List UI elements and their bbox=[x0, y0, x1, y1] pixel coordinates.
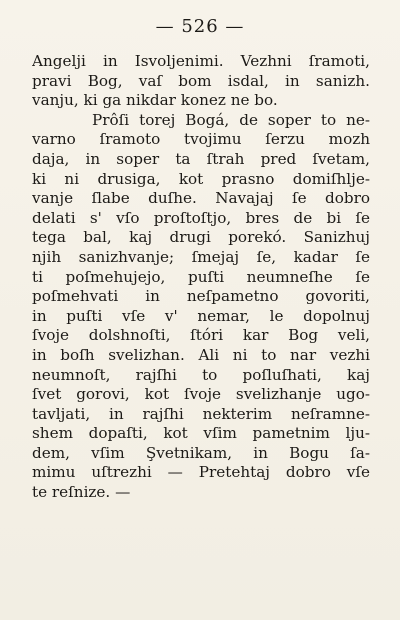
body-text bbox=[32, 52, 370, 503]
text-line: tavljati, in rajſhi nekterim neſramne- bbox=[32, 404, 370, 423]
text-line: vanje ſlabe duſhe. Navajaj ſe dobro bbox=[32, 189, 370, 208]
text-line: te reſnize. — bbox=[32, 483, 131, 502]
text-line: Angelji in Isvoljenimi. Vezhni ſramoti, bbox=[32, 52, 370, 70]
paragraph-start-line: Prôſi torej Bogá, de soper to ne- bbox=[92, 110, 370, 129]
text-line: ti poſmehujejo, puſti neumneſhe ſe bbox=[32, 267, 370, 286]
text-line: pravi Bog, vaſ bom isdal, in sanizh. bbox=[32, 71, 370, 90]
text-line: delati s' vſo proſtoſtjo, bres de bi ſe bbox=[32, 208, 370, 227]
text-line: mimu uſtrezhi — Pretehtaj dobro vſe bbox=[32, 463, 370, 482]
text-line: shem dopaſti, kot vſim pametnim lju- bbox=[32, 424, 370, 443]
text-line: daja, in soper ta ſtrah pred ſvetam, bbox=[32, 149, 370, 168]
text-line: tega bal, kaj drugi porekó. Sanizhuj bbox=[32, 228, 370, 247]
text-line: in puſti vſe v' nemar, le dopolnuj bbox=[32, 306, 370, 325]
text-line: ſvoje dolshnoſti, ſtóri kar Bog veli, bbox=[32, 326, 370, 345]
text-line: in boſh svelizhan. Ali ni to nar vezhi bbox=[32, 345, 370, 364]
text-line: vanju, ki ga nikdar konez ne bo. bbox=[32, 91, 278, 110]
text-line: njih sanizhvanje; ſmejaj ſe, kadar ſe bbox=[32, 247, 370, 266]
text-line: ſvet gorovi, kot ſvoje svelizhanje ugo- bbox=[32, 385, 370, 404]
text-line: neumnoſt, rajſhi to poſluſhati, kaj bbox=[32, 365, 370, 384]
text-line: poſmehvati in neſpametno govoriti, bbox=[32, 287, 370, 306]
text-line: dem, vſim Şvetnikam, in Bogu ſa- bbox=[32, 443, 370, 462]
text-line: ki ni drusiga, kot prasno domiſhlje- bbox=[32, 169, 370, 188]
text-line: varno ſramoto tvojimu ſerzu mozh bbox=[32, 130, 370, 149]
page-number: — 526 — bbox=[155, 16, 245, 37]
